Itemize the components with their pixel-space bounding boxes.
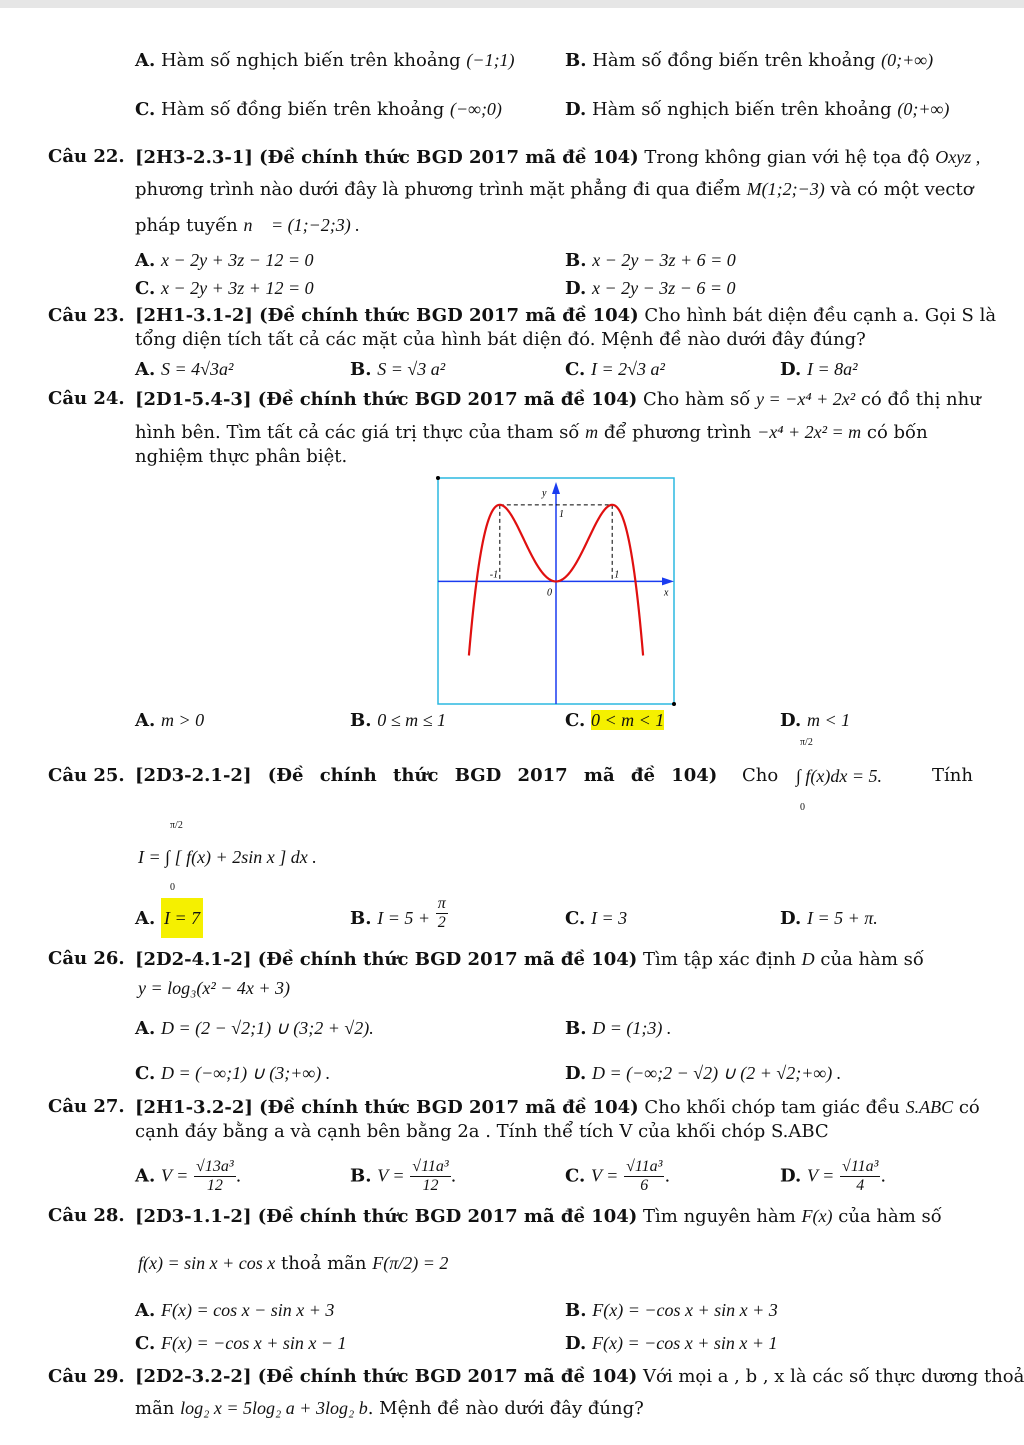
question-text: thoả mãn: [280, 1253, 367, 1274]
question-text: có: [958, 1097, 980, 1118]
integral-upper-limit: π/2: [170, 820, 183, 831]
option-math: (−∞;0): [449, 99, 502, 119]
q23-line2: tổng diện tích tất cả các mặt của hình bát diện đó. Mệnh đề nào dưới đây đúng?: [135, 329, 866, 350]
option-math: V =: [160, 1165, 189, 1186]
q27-option-d: D. V = $\frac{\text{√11a³}}{4}$ .: [780, 1158, 887, 1194]
frame-corner: [436, 476, 440, 480]
q28-option-b: B. F(x) = −cos x + sin x + 3: [565, 1300, 778, 1321]
q26-option-c: C. D = (−∞;1) ∪ (3;+∞) .: [135, 1063, 331, 1084]
question-math: Oxyz ,: [935, 147, 981, 167]
option-math: F(x) = −cos x + sin x + 3: [592, 1300, 778, 1320]
q21-option-a: [135, 48, 515, 73]
option-label: A.: [135, 50, 156, 71]
q24-line2: [135, 420, 928, 445]
q26-line1: [135, 947, 924, 972]
option-math: D = (1;3) .: [592, 1018, 672, 1038]
question-text: của hàm số: [838, 1206, 942, 1227]
q25-tinh: Tính: [932, 765, 973, 786]
option-text: Hàm số nghịch biến trên khoảng: [591, 99, 892, 120]
tick-label: 0: [547, 587, 552, 599]
q25-option-d: D. I = 5 + π.: [780, 908, 878, 929]
option-label: D.: [565, 99, 587, 120]
q26-option-b: B. D = (1;3) .: [565, 1018, 672, 1039]
q23-option-a: A. S = 4√3a²: [135, 359, 234, 380]
q28-line2: [138, 1251, 448, 1276]
question-math: n⃗ = (1;−2;3) .: [243, 215, 360, 235]
option-label: B.: [565, 50, 587, 71]
option-math: I = 2√3 a²: [591, 359, 665, 379]
question-code: [2H1-3.2-2] (Đề chính thức BGD 2017 mã đề 104): [135, 1097, 639, 1118]
question-math: F(π/2) = 2: [372, 1253, 449, 1273]
q27-line2: cạnh đáy bằng a và cạnh bên bằng 2a . Tính thể tích V của khối chóp S.ABC: [135, 1121, 829, 1142]
question-math: y = −x⁴ + 2x²: [756, 389, 856, 409]
x-axis-arrow: [662, 577, 674, 585]
option-math: S = √3 a²: [377, 359, 446, 379]
option-math: F(x) = cos x − sin x + 3: [160, 1300, 335, 1320]
q22-number: Câu 22.: [48, 146, 125, 167]
question-math: D: [801, 949, 815, 969]
question-text: Tìm tập xác định: [643, 949, 796, 970]
option-math: m < 1: [806, 710, 851, 730]
q22-line1: [135, 145, 980, 170]
option-math: D = (−∞;1) ∪ (3;+∞) .: [161, 1063, 331, 1083]
y-axis-label: y: [542, 488, 547, 499]
q28-line1: [135, 1204, 942, 1229]
question-text: pháp tuyến: [135, 215, 238, 236]
option-math: D = (−∞;2 − √2) ∪ (2 + √2;+∞) .: [591, 1063, 842, 1083]
question-code: [2H3-2.3-1] (Đề chính thức BGD 2017 mã đề 104): [135, 147, 639, 168]
option-math: V =: [806, 1165, 835, 1186]
function-graph: [436, 476, 676, 706]
q21-option-b: [565, 48, 933, 73]
tick-label: 1: [559, 508, 564, 520]
q22-line2: [135, 177, 974, 202]
option-math: x − 2y + 3z − 12 = 0: [160, 250, 314, 270]
q28-number: Câu 28.: [48, 1205, 125, 1226]
question-math: −x⁴ + 2x² = m: [757, 422, 862, 442]
question-text: Tìm nguyên hàm: [643, 1206, 796, 1227]
q24-line1: [135, 387, 981, 412]
q25-option-a: A. I = 7: [135, 906, 203, 938]
fraction-denominator: 4: [856, 1177, 865, 1194]
fraction-numerator: √11a³: [626, 1158, 663, 1175]
fraction-denominator: 12: [422, 1177, 439, 1194]
question-math: m: [585, 422, 599, 442]
q25-number: Câu 25.: [48, 765, 125, 786]
question-text: mãn: [135, 1398, 175, 1419]
exam-page: [0, 8, 1024, 1445]
q23-number: Câu 23.: [48, 305, 125, 326]
tick-label: 1: [614, 569, 620, 581]
q27-number: Câu 27.: [48, 1096, 125, 1117]
q26-option-a: A. D = (2 − √2;1) ∪ (3;2 + √2).: [135, 1018, 374, 1039]
question-text: Cho khối chóp tam giác đều: [644, 1097, 900, 1118]
fraction-numerator: π: [437, 894, 446, 912]
option-math: 0 ≤ m ≤ 1: [377, 710, 446, 730]
option-math: x − 2y − 3z + 6 = 0: [592, 250, 736, 270]
question-code: [2D3-1.1-2] (Đề chính thức BGD 2017 mã đề 104): [135, 1206, 638, 1227]
tick-label: -1: [489, 569, 499, 581]
q25-line1: [135, 764, 717, 788]
q24-number: Câu 24.: [48, 388, 125, 409]
question-text: và có một vectơ: [830, 179, 974, 200]
question-text: để phương trình: [603, 422, 752, 443]
q29-number: Câu 29.: [48, 1366, 125, 1387]
question-text: có đồ thị như: [860, 389, 981, 410]
q26-number: Câu 26.: [48, 948, 125, 969]
option-text: Hàm số đồng biến trên khoảng: [161, 99, 445, 120]
q24-option-c: C. 0 < m < 1: [565, 710, 665, 731]
question-code: [2H1-3.1-2] (Đề chính thức BGD 2017 mã đề 104): [135, 305, 639, 326]
q29-line1: [135, 1365, 1024, 1389]
q26-option-d: D. D = (−∞;2 − √2) ∪ (2 + √2;+∞) .: [565, 1063, 842, 1084]
q27-option-c: C. V = $\frac{\text{√11a³}}{6}$ .: [565, 1158, 671, 1194]
question-text: Cho hàm số: [643, 389, 751, 410]
option-math: I = 8a²: [806, 359, 858, 379]
option-math: (0;+∞): [881, 50, 934, 70]
question-text: Với mọi a , b , x là các số thực dương thoả: [643, 1366, 1024, 1387]
q23-option-d: D. I = 8a²: [780, 359, 858, 380]
fraction-denominator: 6: [640, 1177, 649, 1194]
question-math: f(x) = sin x + cos x: [138, 1253, 276, 1273]
q24-option-b: B. 0 ≤ m ≤ 1: [350, 710, 446, 731]
option-math: F(x) = −cos x + sin x + 1: [591, 1333, 778, 1353]
option-label: C.: [135, 99, 156, 120]
question-code: [2D2-3.2-2] (Đề chính thức BGD 2017 mã đề 104): [135, 1366, 638, 1387]
q23-line1: [135, 304, 996, 328]
highlighted-answer: I = 7: [161, 898, 203, 938]
integral-lower-limit: 0: [800, 802, 805, 813]
fraction-numerator: √13a³: [196, 1158, 234, 1175]
q27-line1: [135, 1095, 980, 1120]
option-math: I = 5 +: [377, 908, 431, 928]
option-math: x − 2y + 3z + 12 = 0: [161, 278, 314, 298]
integral-lower-limit: 0: [170, 882, 175, 893]
q22-option-d: D. x − 2y − 3z − 6 = 0: [565, 278, 736, 299]
q25-integral: ∫ f(x)dx = 5.: [796, 766, 883, 786]
question-text: phương trình nào dưới đây là phương trình mặt phẳng đi qua điểm: [135, 179, 741, 200]
q25-option-c: C. I = 3: [565, 908, 628, 929]
q25-option-b: B. I = 5 + $\frac{\pi}{2}$: [350, 894, 446, 931]
q22-line3: [135, 213, 360, 238]
question-text: của hàm số: [820, 949, 924, 970]
question-code: [2D2-4.1-2] (Đề chính thức BGD 2017 mã đề 104): [135, 949, 638, 970]
option-math: V =: [377, 1165, 405, 1186]
question-text: . Mệnh đề nào dưới đây đúng?: [367, 1398, 644, 1419]
option-text: Hàm số nghịch biến trên khoảng: [160, 50, 461, 71]
q28-option-c: C. F(x) = −cos x + sin x − 1: [135, 1333, 347, 1354]
q25-line2: I = ∫ [ f(x) + 2sin x ] dx .: [138, 847, 317, 867]
option-math: V =: [591, 1165, 619, 1186]
q23-option-c: C. I = 2√3 a²: [565, 359, 665, 380]
option-math: I = 3: [591, 908, 628, 928]
fraction-denominator: 12: [206, 1177, 223, 1194]
q22-option-a: A. x − 2y + 3z − 12 = 0: [135, 250, 314, 271]
option-math: D = (2 − √2;1) ∪ (3;2 + √2).: [160, 1018, 374, 1038]
q25-cho: Cho: [742, 765, 779, 786]
q22-option-b: B. x − 2y − 3z + 6 = 0: [565, 250, 736, 271]
integral-upper-limit: π/2: [800, 737, 813, 748]
highlighted-answer: 0 < m < 1: [591, 710, 665, 730]
option-math: I = 5 + π.: [806, 908, 878, 928]
question-text: hình bên. Tìm tất cả các giá trị thực của tham số: [135, 422, 580, 443]
question-code: [2D3-2.1-2] (Đề chính thức BGD 2017 mã đề 104): [135, 765, 718, 786]
q27-option-b: B. V = $\frac{\text{√11a³}}{12}$ .: [350, 1158, 457, 1194]
q27-option-a: A. V = $\frac{\text{√13a³}}{12}$ .: [135, 1158, 242, 1194]
q22-option-c: C. x − 2y + 3z + 12 = 0: [135, 278, 314, 299]
question-text: Trong không gian với hệ tọa độ: [644, 147, 930, 168]
q28-option-d: D. F(x) = −cos x + sin x + 1: [565, 1333, 778, 1354]
q21-option-c: [135, 97, 502, 122]
question-math: S.ABC: [905, 1097, 954, 1117]
option-math: (0;+∞): [897, 99, 950, 119]
q24-option-d: D. m < 1: [780, 710, 851, 731]
fraction-numerator: √11a³: [842, 1158, 879, 1175]
question-code: [2D1-5.4-3] (Đề chính thức BGD 2017 mã đề 104): [135, 389, 638, 410]
q24-line3: nghiệm thực phân biệt.: [135, 446, 348, 467]
x-axis-label: x: [664, 587, 669, 599]
frame-corner: [672, 702, 676, 706]
q24-option-a: A. m > 0: [135, 710, 205, 731]
question-math: log₂ x = 5log₂ a + 3log₂ b: [180, 1398, 368, 1418]
fraction-denominator: 2: [437, 913, 446, 931]
q28-option-a: A. F(x) = cos x − sin x + 3: [135, 1300, 335, 1321]
y-axis-arrow: [552, 482, 560, 494]
question-text: Cho hình bát diện đều cạnh a. Gọi S là: [644, 305, 997, 326]
fraction-numerator: √11a³: [412, 1158, 449, 1175]
option-math: (−1;1): [466, 50, 515, 70]
option-text: Hàm số đồng biến trên khoảng: [592, 50, 876, 71]
question-math: F(x): [801, 1206, 833, 1226]
question-math: M(1;2;−3): [746, 179, 825, 199]
q26-line2: y = log₃(x² − 4x + 3): [138, 978, 291, 998]
question-text: có bốn: [866, 422, 928, 443]
q29-line2: [135, 1396, 644, 1421]
option-math: S = 4√3a²: [160, 359, 234, 379]
option-math: m > 0: [160, 710, 205, 730]
q23-option-b: B. S = √3 a²: [350, 359, 446, 380]
option-math: x − 2y − 3z − 6 = 0: [591, 278, 736, 298]
q21-option-d: [565, 97, 949, 122]
option-math: F(x) = −cos x + sin x − 1: [161, 1333, 347, 1353]
